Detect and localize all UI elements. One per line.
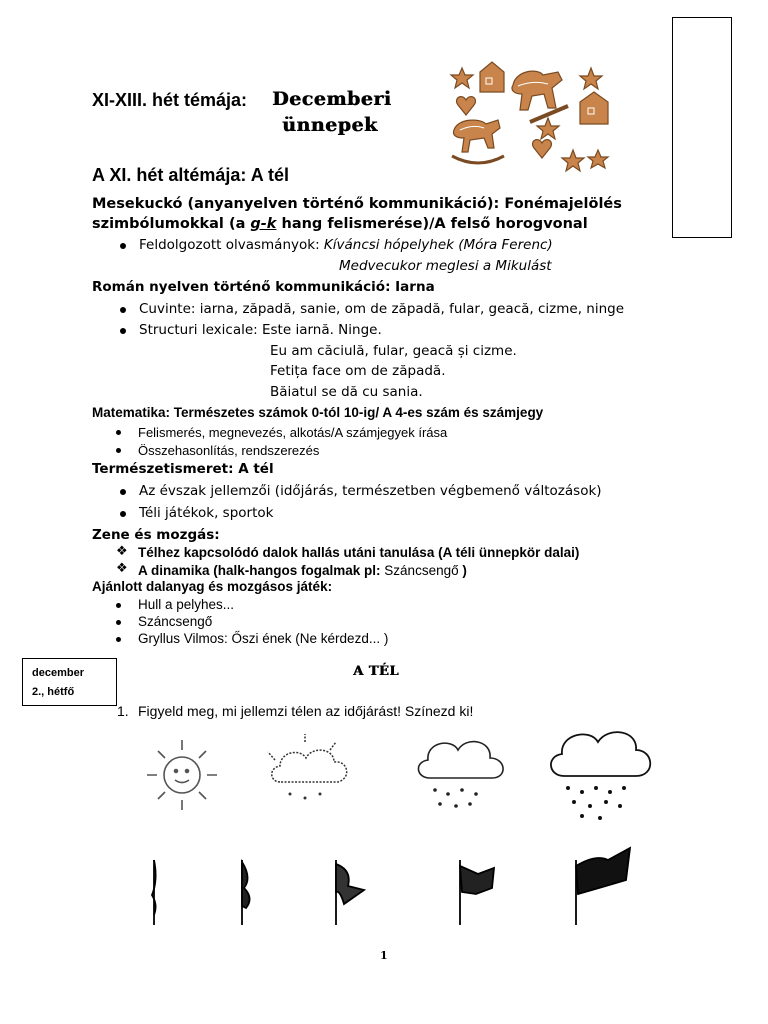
ajanlott-item-2: Gryllus Vilmos: Őszi ének (Ne kérdezd... ) [138, 631, 389, 646]
cuvinte-text: iarna, zăpadă, sanie, om de zăpadă, fular, geacă, cizme, ninge [199, 301, 625, 317]
flag-icon [152, 848, 630, 925]
matek-item-0: Felismerés, megnevezés, alkotás/A számjegyek írása [138, 425, 448, 440]
reading-1: Kíváncsi hópelyhek (Móra Ferenc) [323, 237, 553, 253]
mesekucko-line2 [92, 216, 588, 232]
reading-2: Medvecukor meglesi a Mikulást [339, 258, 552, 274]
mesekucko-line1: Mesekuckó (anyanyelven történő kommunikáció): Fonémajelölés [92, 196, 622, 212]
task-number: 1. [117, 703, 129, 719]
snow-cloud-icon [418, 742, 503, 778]
termeszet-item-1: Téli játékok, sportok [139, 505, 274, 521]
termeszet-title: Természetismeret: A tél [92, 461, 274, 477]
zene-item-2 [138, 562, 467, 580]
theme-deco-line2: ünnepek [282, 114, 378, 136]
structuri-line [139, 322, 382, 338]
bullet-dot [116, 430, 121, 435]
zene-item-2-bold: A dinamika (halk-hangos fogalmak pl: [138, 563, 385, 578]
structuri-0: Este iarnă. Ninge. [261, 322, 382, 338]
zene-item-2-end: ) [458, 563, 467, 578]
subtheme-title: A XI. hét altémája: A tél [92, 165, 290, 185]
reading-label: Feldolgozott olvasmányok: [139, 237, 324, 253]
structuri-1: Eu am căciulă, fular, geacă și cizme. [270, 343, 517, 359]
weather-illustrations [130, 720, 660, 930]
date-box [22, 658, 117, 706]
snow-cloud-heavy-icon [551, 732, 650, 776]
mesekucko-line2-pre: szimbólumokkal (a [92, 216, 251, 232]
bullet-dot [116, 637, 121, 642]
bullet-dot [120, 328, 126, 334]
sun-icon [147, 740, 217, 810]
termeszet-item-0: Az évszak jellemzői (időjárás, természetben végbemenő változások) [139, 483, 602, 499]
gingerbread-cookies-icon [448, 60, 618, 180]
structuri-3: Băiatul se dă cu sania. [270, 384, 423, 400]
task-text: Figyeld meg, mi jellemzi télen az időjárást! Színezd ki! [138, 703, 474, 719]
cloud-icon [268, 734, 347, 782]
matek-title: Matematika: Természetes számok 0-tól 10-ig/ A 4-es szám és számjegy [92, 405, 544, 420]
bullet-dot [116, 603, 121, 608]
bullet-dot [120, 307, 126, 313]
bullet-dot [120, 511, 126, 517]
ajanlott-item-0: Hull a pelyhes... [138, 597, 235, 612]
snowflake-icon [289, 793, 322, 800]
structuri-label: Structuri lexicale: [139, 322, 262, 338]
theme-deco-line1: Decemberi [272, 88, 392, 110]
cuvinte-line [139, 301, 624, 317]
matek-item-1: Összehasonlítás, rendszerezés [138, 443, 320, 458]
zene-title: Zene és mozgás: [92, 527, 220, 543]
bullet-dot [120, 243, 126, 249]
ajanlott-title: Ajánlott dalanyag és mozgásos játék: [92, 579, 333, 594]
structuri-2: Fetița face om de zăpadă. [270, 363, 446, 379]
page-number: 1 [380, 949, 388, 962]
bullet-dot [116, 620, 121, 625]
diamond-bullet-icon: ❖ [116, 544, 128, 559]
zene-item-1: Télhez kapcsolódó dalok hallás utáni tanulása (A téli ünnepkör dalai) [138, 545, 580, 560]
theme-title: XI-XIII. hét témája: [92, 90, 248, 110]
diamond-bullet-icon: ❖ [116, 561, 128, 576]
bullet-dot [120, 489, 126, 495]
mesekucko-gk: g-k [250, 216, 277, 232]
date-line1: december [32, 667, 84, 679]
roman-title: Román nyelven történő kommunikáció: Iarna [92, 279, 435, 295]
zene-item-2-normal: Száncsengő [384, 563, 459, 578]
cuvinte-label: Cuvinte: [139, 301, 200, 317]
bullet-dot [116, 448, 121, 453]
date-line2: 2., hétfő [32, 686, 75, 698]
section-title: A TÉL [353, 664, 399, 679]
reading-line [139, 237, 553, 253]
empty-box [672, 17, 732, 238]
ajanlott-item-1: Száncsengő [138, 614, 213, 629]
mesekucko-line2-post: hang felismerése)/A felső horogvonal [276, 216, 588, 232]
